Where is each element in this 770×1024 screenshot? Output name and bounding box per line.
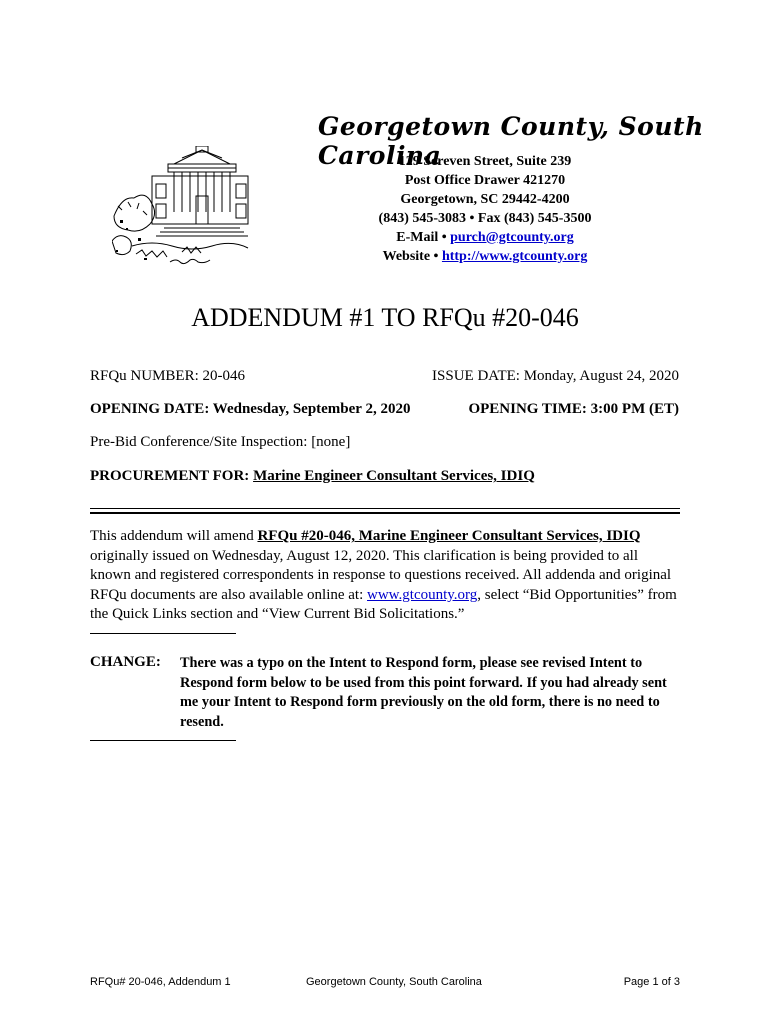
amend-reference: RFQu #20-046, Marine Engineer Consultant Services, IDIQ — [257, 528, 641, 544]
opening-time: OPENING TIME: 3:00 PM (ET) — [468, 401, 679, 417]
courthouse-illustration — [112, 146, 252, 271]
procurement-for — [90, 468, 535, 485]
site-link[interactable]: www.gtcounty.org — [367, 586, 478, 603]
opening-date: OPENING DATE: Wednesday, September 2, 2020 — [90, 401, 411, 417]
change-text: There was a typo on the Intent to Respond form, please see revised Intent to Respond form below to be used from this point forward. If you had already sent me your Intent to Respond form previously on the old form, there is no need to resend. — [180, 655, 667, 730]
addendum-paragraph — [90, 527, 682, 625]
email-label: E-Mail • — [396, 230, 451, 245]
county-name-logo: Georgetown County, South Carolina — [318, 112, 704, 170]
body-text-1: originally issued on Wednesday, August 12, 2020. This clarification is being provided to all known and registered correspondents in response to questions received. All addenda and original RFQu documents are also available online at: — [90, 547, 672, 603]
change-label: CHANGE: — [90, 654, 161, 670]
email-link[interactable]: purch@gtcounty.org — [450, 230, 574, 245]
email-line — [300, 230, 670, 246]
website-line — [300, 249, 670, 265]
divider-bottom — [90, 512, 680, 514]
procurement-label: PROCUREMENT FOR: — [90, 468, 250, 484]
divider-top — [90, 508, 680, 509]
phone-fax: (843) 545-3083 • Fax (843) 545-3500 — [378, 211, 592, 226]
procurement-value: Marine Engineer Consultant Services, IDIQ — [253, 468, 535, 484]
intro-text: This addendum will amend — [90, 528, 258, 544]
document-title: ADDENDUM #1 TO RFQu #20-046 — [191, 303, 579, 332]
address-line-3: Georgetown, SC 29442-4200 — [400, 192, 570, 207]
issue-date: ISSUE DATE: Monday, August 24, 2020 — [432, 368, 679, 384]
rfqu-number: RFQu NUMBER: 20-046 — [90, 368, 246, 384]
separator-2 — [90, 740, 236, 741]
website-label: Website • — [382, 249, 442, 264]
prebid-conference: Pre-Bid Conference/Site Inspection: [none] — [90, 434, 351, 450]
footer-document-ref: RFQu# 20-046, Addendum 1 — [90, 976, 231, 988]
footer-page-number: Page 1 of 3 — [623, 976, 680, 988]
separator-1 — [90, 633, 236, 634]
address-line-2: Post Office Drawer 421270 — [404, 173, 566, 188]
address-line-1: 129 Screven Street, Suite 239 — [398, 154, 572, 169]
body-text-2: , select “Bid Opportunities” from the Quick Links section and “View Current Bid Solicitations.” — [90, 586, 677, 623]
website-link[interactable]: http://www.gtcounty.org — [441, 249, 588, 264]
footer-county: Georgetown County, South Carolina — [306, 976, 482, 988]
